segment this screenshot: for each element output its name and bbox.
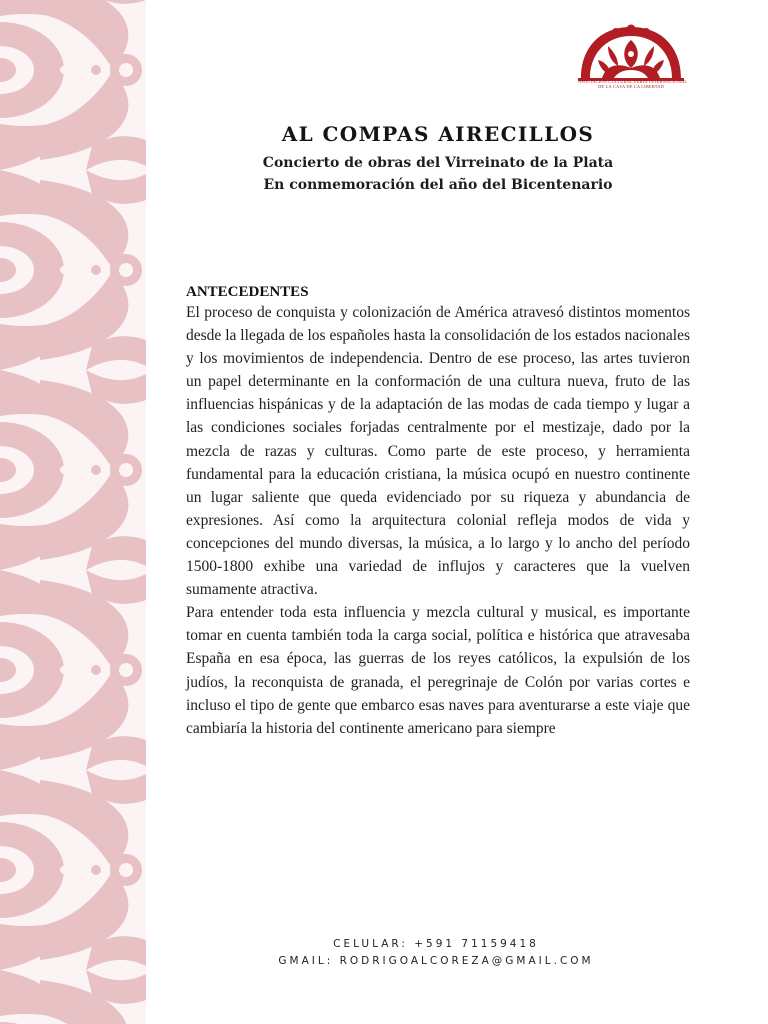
paragraph-2: Para entender toda esta influencia y mezcla cultural y musical, es importante tomar en cuenta también toda la carga social, política e histórica que atravesaba España en esa época, las guerras de los reyes católicos, la expulsión de los judíos, la reconquista de granada, el peregrinaje de Colón por varias cortes e incluso el tipo de gente que embarco esas naves para aventurarse a este viaje que cambiaría la historia del continente americano para siempre bbox=[186, 604, 690, 737]
logo-caption bbox=[578, 79, 688, 89]
subtitle-line1: Concierto de obras del Virreinato de la Plata bbox=[262, 155, 614, 171]
footer-email: GMAIL: RODRIGOALCOREZA@GMAIL.COM bbox=[278, 955, 594, 967]
antecedentes-section bbox=[186, 283, 690, 740]
document-title: AL COMPAS AIRECILLOS bbox=[281, 122, 595, 146]
subtitle-line2: En conmemoración del año del Bicentenario bbox=[263, 177, 613, 193]
paragraph-1: El proceso de conquista y colonización de América atravesó distintos momentos desde la llegada de los españoles hasta la consolidación de los estados nacionales y los movimientos de independencia. Dentro de ese proceso, las artes tuvieron un papel determinante en la conformación de una cultura nueva, fruto de las influencias hispánicas y de la adaptación de las modas de cada tiempo y lugar a las condiciones sociales forjadas centralmente por el mestizaje, dado por la mezcla de razas y culturas. Como parte de este proceso, y herramienta fundamental para la educación cristiana, la música ocupó en nuestro continente un lugar saliente que queda evidenciado por su riqueza y abundancia de expresiones. Así como la arquitectura colonial refleja modos de vida y concepciones del mundo diversas, la música, a lo largo y lo ancho del período 1500-1800 exhibe una variedad de influjos y caracteres que la vuelven sumamente atractiva. bbox=[186, 304, 690, 599]
damask-ornament-border-icon bbox=[0, 0, 146, 1024]
logo-caption-line2: DE LA CASA DE LA LIBERTAD bbox=[598, 84, 664, 89]
footer-phone: CELULAR: +591 71159418 bbox=[333, 938, 539, 950]
logo-caption-line1: ASOCIACIÓN CULTURAL FERIA INTERNACIONAL bbox=[578, 79, 688, 84]
document-subtitle bbox=[186, 152, 690, 196]
contact-footer bbox=[186, 936, 686, 970]
section-heading: ANTECEDENTES bbox=[186, 284, 309, 300]
document-header bbox=[186, 122, 690, 196]
